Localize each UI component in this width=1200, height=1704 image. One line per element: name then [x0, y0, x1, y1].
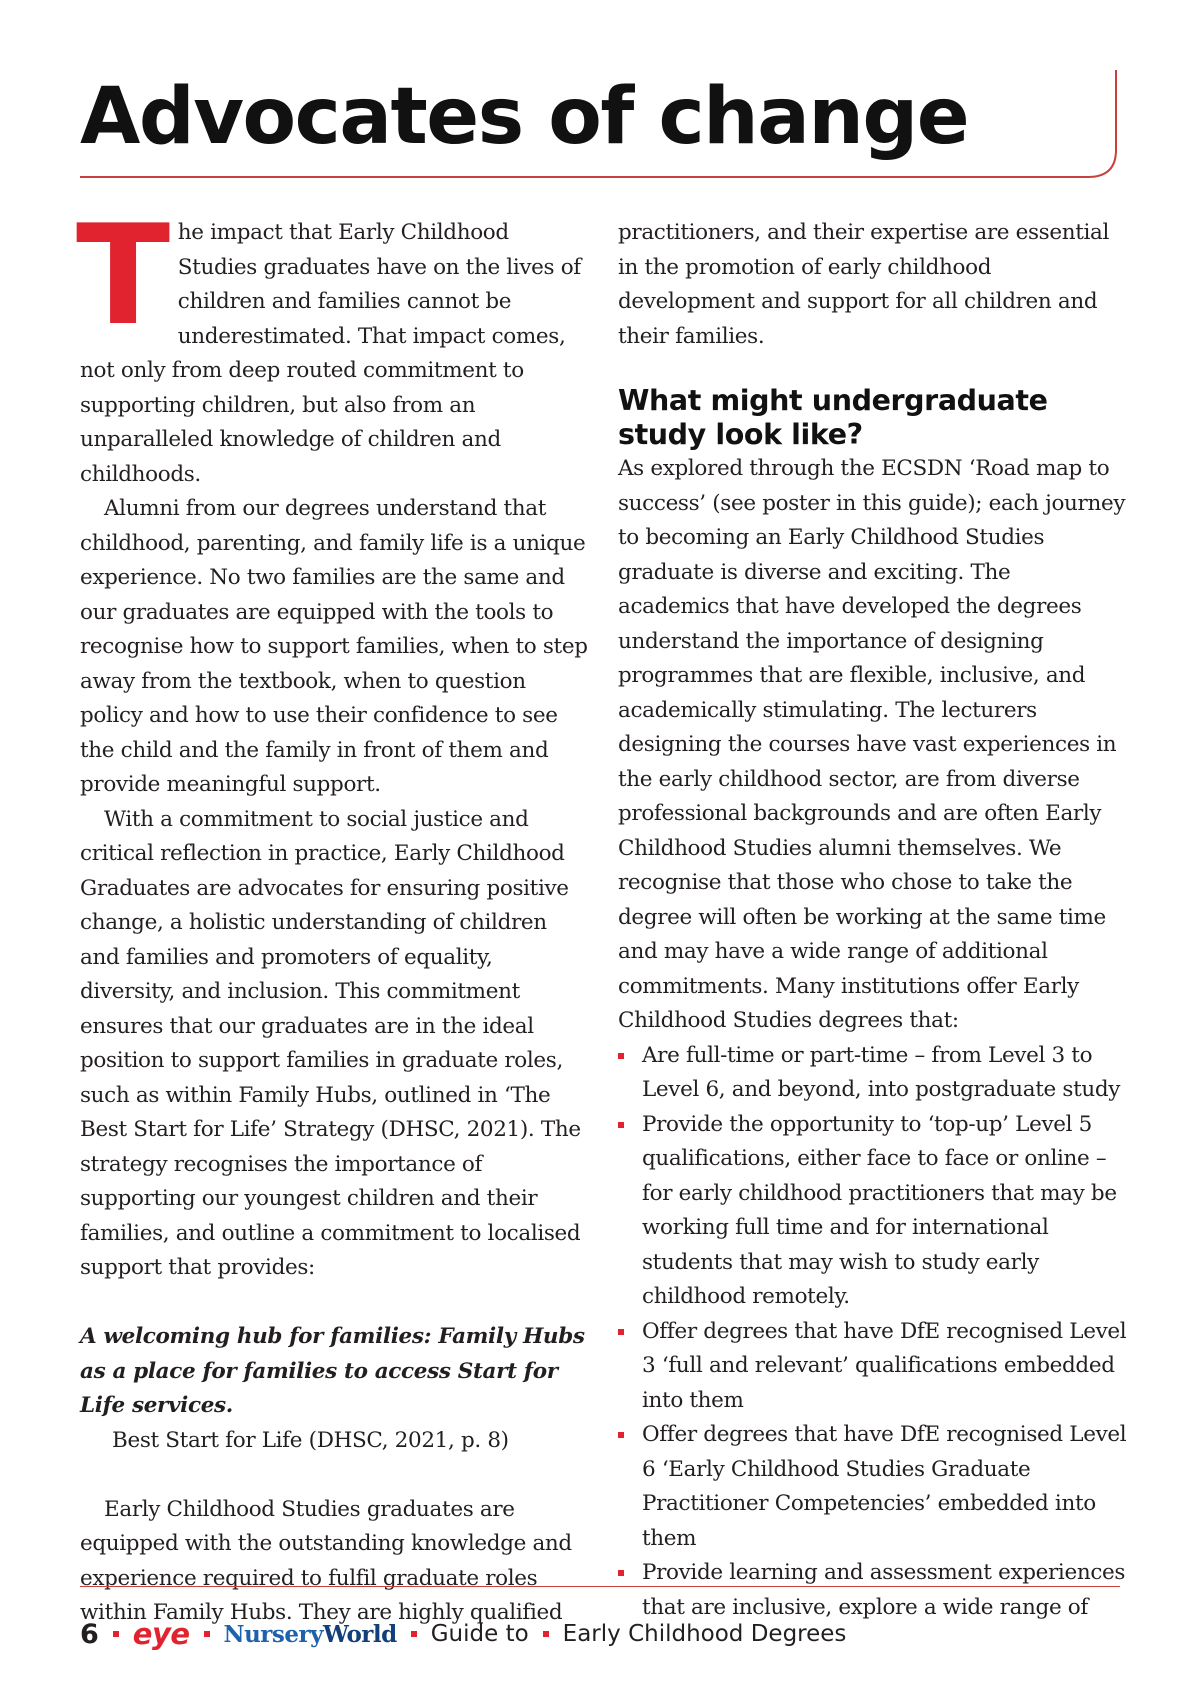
- paragraph-road-map: As explored through the ECSDN ‘Road map to success’ (see poster in this guide); each journey to becoming an Early Childhood Studies graduate is diverse and exciting. The academics that have developed the degrees understand the importance of designing programmes that are flexible, inclusive, and academically stimulating. The lecturers designing the courses have vast experiences in the early childhood sector, are from diverse professional backgrounds and are often Early Childhood Studies alumni themselves. We recognise that those who chose to take the degree will often be working at the same time and may have a wide range of additional commitments. Many institutions offer Early Childhood Studies degrees that:: [618, 456, 1126, 1033]
- bullet-square-icon: [618, 1329, 624, 1335]
- drop-cap: T: [76, 195, 170, 356]
- bullet-square-icon: [618, 1053, 624, 1059]
- degree-features-list: [618, 1039, 1128, 1626]
- separator-square-icon: [543, 1631, 549, 1637]
- bullet-square-icon: [618, 1122, 624, 1128]
- right-column: [618, 216, 1128, 1625]
- quote-citation: Best Start for Life (DHSC, 2021, p. 8): [112, 1427, 509, 1453]
- list-item-text: Provide the opportunity to ‘top-up’ Level 5 qualifications, either face to face or online – for early childhood practitioners that may be working full time and for international students that may wish to study early childhood remotely.: [642, 1111, 1117, 1309]
- nursery-world-logo: [224, 1621, 397, 1648]
- paragraph-graduates-continued: practitioners, and their expertise are essential in the promotion of early childhood development and support for all children and their families.: [618, 220, 1110, 349]
- bullet-square-icon: [618, 1570, 624, 1576]
- quote-text: A welcoming hub for families: Family Hubs as a place for families to access Start for Life services.: [80, 1324, 585, 1418]
- list-item: [618, 1039, 1128, 1108]
- list-item-text: Offer degrees that have DfE recognised Level 6 ‘Early Childhood Studies Graduate Practitioner Competencies’ embedded into them: [642, 1422, 1127, 1551]
- list-item: [618, 1418, 1128, 1556]
- intro-paragraph: [76, 195, 588, 492]
- list-item: [618, 1108, 1128, 1315]
- intro-text: he impact that Early Childhood Studies graduates have on the lives of children and families cannot be underestimated. That impact comes, not only from deep routed commitment to supporting children, but also from an unparalleled knowledge of children and childhoods.: [80, 220, 581, 487]
- page-number: 6: [80, 1618, 99, 1650]
- paragraph-social-justice: With a commitment to social justice and critical reflection in practice, Early Childhood Graduates are advocates for ensuring positive change, a holistic understanding of children and families and promoters of equality, diversity, and inclusion. This commitment ensures that our graduates are in the ideal position to support families in graduate roles, such as within Family Hubs, outlined in ‘The Best Start for Life’ Strategy (DHSC, 2021). The strategy recognises the importance of supporting our youngest children and their families, and outline a commitment to localised support that provides:: [80, 806, 581, 1280]
- list-item-text: Offer degrees that have DfE recognised Level 3 ‘full and relevant’ qualifications embedded into them: [642, 1318, 1127, 1413]
- paragraph-alumni: Alumni from our degrees understand that childhood, parenting, and family life is a unique experience. No two families are the same and our graduates are equipped with the tools to recognise how to support families, when to step away from the textbook, when to question policy and how to use their confidence to see the child and the family in front of them and provide meaningful support.: [80, 496, 588, 797]
- list-item-text: Are full-time or part-time – from Level 3 to Level 6, and beyond, into postgraduate study: [642, 1042, 1121, 1102]
- pull-quote: [80, 1320, 588, 1458]
- section-heading: What might undergraduate study look like?: [618, 384, 1048, 451]
- separator-square-icon: [411, 1631, 417, 1637]
- guide-title: Early Childhood Degrees: [562, 1621, 847, 1647]
- list-item: [618, 1315, 1128, 1419]
- eye-logo: eye: [132, 1617, 190, 1651]
- paragraph-graduates: Early Childhood Studies graduates are equipped with the outstanding knowledge and experience required to fulfil graduate roles within Family Hubs. They are highly qualified: [80, 1496, 572, 1625]
- page-footer: [80, 1614, 846, 1654]
- nursery-world-logo-part1: Nursery: [223, 1620, 323, 1648]
- page-title: Advocates of change: [80, 72, 969, 162]
- footer-rule: [80, 1586, 1120, 1587]
- guide-label: Guide to: [430, 1621, 529, 1647]
- left-column: [76, 195, 588, 1631]
- separator-square-icon: [113, 1631, 119, 1637]
- list-item-text: Provide learning and assessment experiences that are inclusive, explore a wide range of: [642, 1560, 1126, 1620]
- nursery-world-logo-part2: World: [322, 1620, 397, 1648]
- bullet-square-icon: [618, 1432, 624, 1438]
- separator-square-icon: [204, 1631, 210, 1637]
